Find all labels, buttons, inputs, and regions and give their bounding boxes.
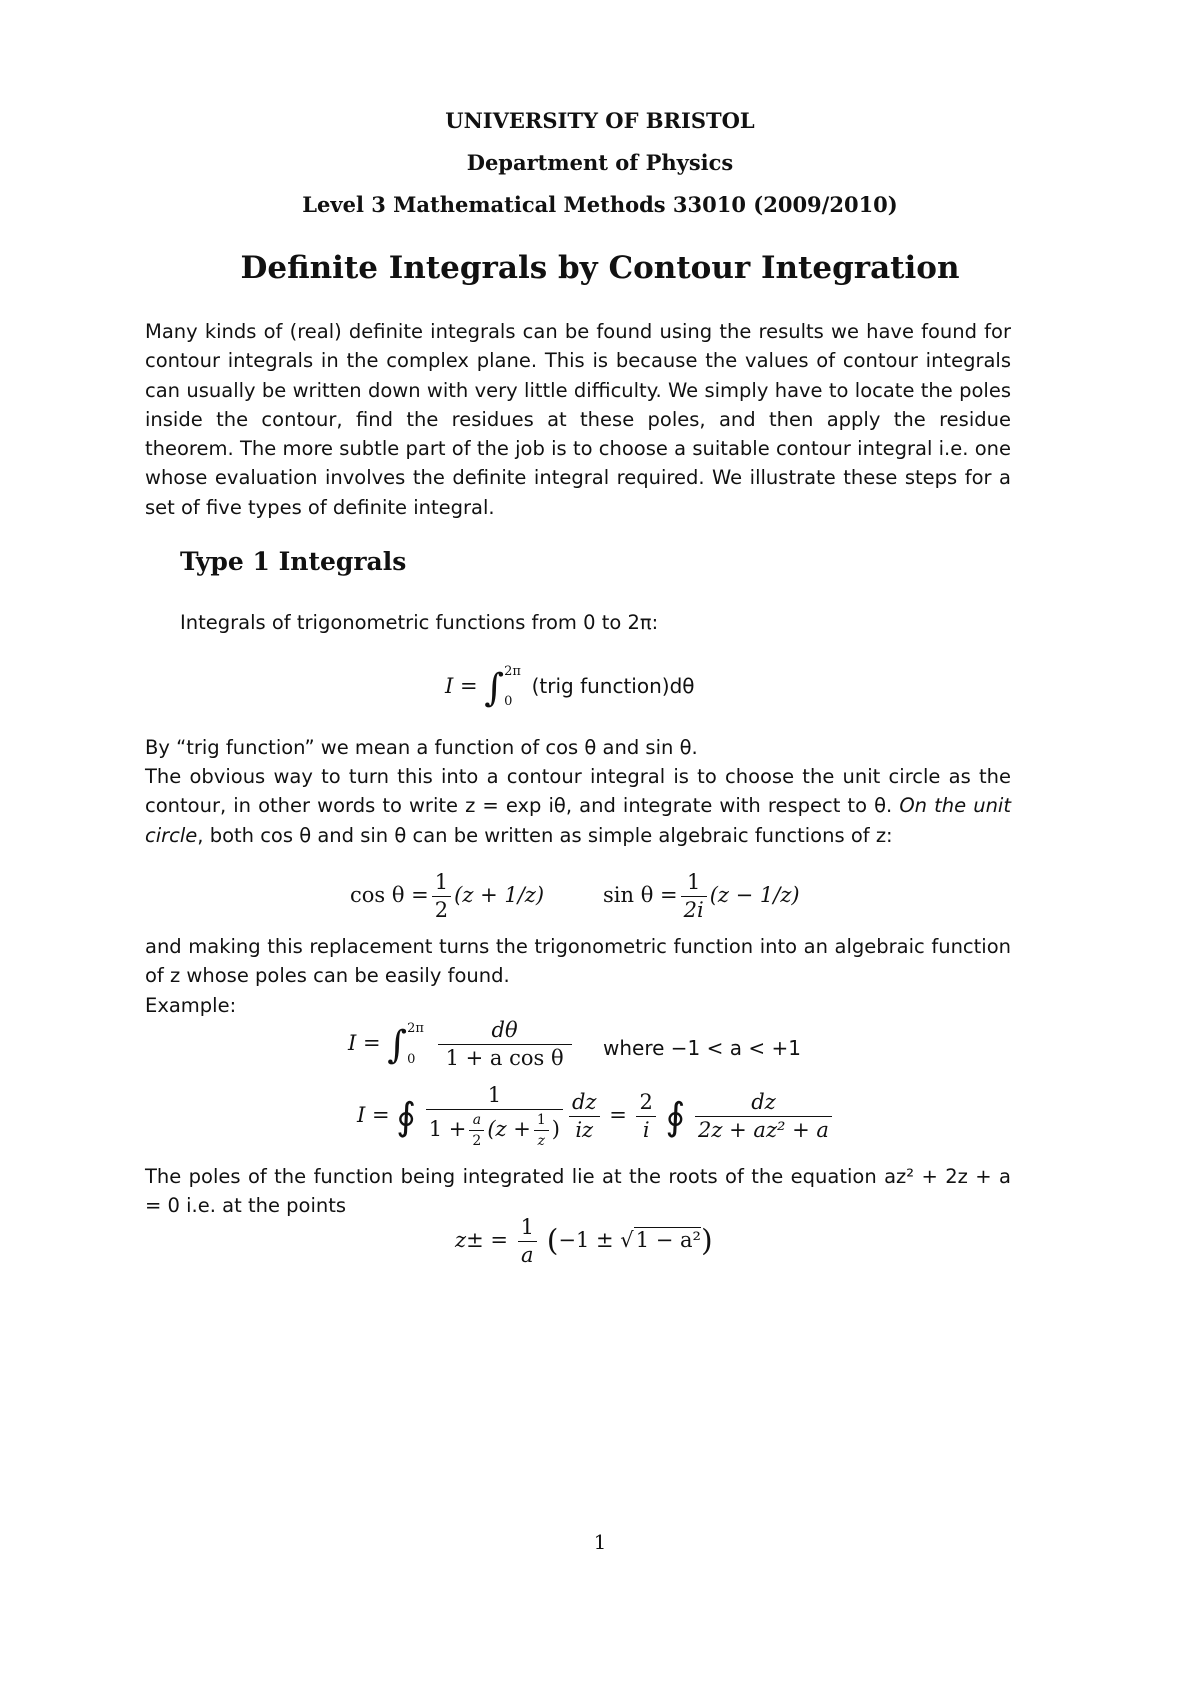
department-name: Department of Physics <box>466 150 734 175</box>
cos-fraction-den: 2 <box>432 896 451 921</box>
eq3-num: dθ <box>491 1018 518 1042</box>
section-heading-type1: Type 1 Integrals <box>180 547 407 576</box>
document-title: Definite Integrals by Contour Integration <box>240 250 960 286</box>
eq4-f4-num: dz <box>751 1090 776 1114</box>
equation-integral-definition <box>445 665 695 710</box>
eq5-open-paren: ( <box>546 1223 559 1259</box>
eq5-num: 1 <box>520 1215 534 1239</box>
eq3-lhs: I = <box>348 1031 381 1055</box>
eq4-f1-den-a: 1 + <box>428 1117 467 1141</box>
eq4-inner-a-den: 2 <box>469 1130 484 1148</box>
trig-function-definition: By “trig function” we mean a function of cos θ and sin θ. <box>145 736 698 759</box>
example-label: Example: <box>145 994 237 1017</box>
replacement-paragraph: and making this replacement turns the trigonometric function into an algebraic function of z whose poles can be easily found. <box>145 935 1011 988</box>
eq4-f1-num: 1 <box>487 1083 502 1107</box>
equation-cos-sin-substitution <box>350 872 544 921</box>
eq4-f2-num: dz <box>571 1090 597 1114</box>
unit-circle-emphasis: On the unit circle <box>145 794 1011 847</box>
eq4-fraction-3 <box>636 1092 655 1141</box>
equation-contour-form <box>357 1085 835 1148</box>
contour-integral-sign: ∮ <box>396 1094 417 1139</box>
university-name: UNIVERSITY OF BRISTOL <box>445 108 755 133</box>
eq4-equals: = <box>609 1103 627 1127</box>
page-number: 1 <box>593 1530 607 1554</box>
eq3-den: 1 + a cos θ <box>438 1044 572 1069</box>
eq3-fraction <box>438 1020 572 1069</box>
eq1-lower-limit: 0 <box>504 694 513 710</box>
eq5-inner-b: 1 − a² <box>635 1228 701 1252</box>
eq3-limits <box>407 1022 424 1067</box>
integral-sign: ∫ <box>484 665 505 710</box>
cos-fraction-num: 1 <box>434 870 449 894</box>
eq4-f2-den: iz <box>569 1116 600 1141</box>
eq4-f1-den <box>426 1109 563 1148</box>
eq4-f1-den-c: ) <box>551 1117 560 1141</box>
eq1-integrand: (trig function)dθ <box>531 673 695 698</box>
eq5-fraction <box>518 1217 537 1266</box>
unit-circle-paragraph <box>145 762 1011 850</box>
eq4-fraction-2 <box>569 1092 600 1141</box>
eq4-fraction-1 <box>426 1085 563 1148</box>
unit-circle-text-c: , both cos θ and sin θ can be written as simple algebraic functions of z: <box>197 823 893 847</box>
eq3-condition: where −1 < a < +1 <box>603 1036 801 1060</box>
eq5-inner-a: −1 ± √ <box>558 1228 634 1252</box>
unit-circle-text-a: The obvious way to turn this into a contour integral is to choose the unit circle as the contour, in other words to write z = exp iθ, and integrate with respect to θ. <box>145 765 1011 818</box>
eq4-inner-frac-z <box>534 1113 549 1148</box>
cos-lhs: cos θ = <box>350 883 429 907</box>
eq4-inner-z-den: z <box>534 1130 549 1148</box>
eq1-limits <box>504 665 521 710</box>
integral-sign: ∫ <box>387 1022 408 1067</box>
sin-fraction <box>681 872 707 921</box>
cos-rest: (z + 1/z) <box>454 883 545 907</box>
intro-paragraph: Many kinds of (real) definite integrals can be found using the results we have found for contour integrals in the complex plane. This is because the values of contour integrals can usually be written down with very little difficulty. We simply have to locate the poles inside the contour, find the residues at these poles, and then apply the residue theorem. The more subtle part of the job is to choose a suitable contour integral i.e. one whose evaluation involves the definite integral required. We illustrate these steps for a set of five types of definite integral. <box>145 320 1011 519</box>
contour-integral-sign-2: ∮ <box>665 1094 686 1139</box>
section1-lead: Integrals of trigonometric functions from 0 to 2π: <box>180 611 659 634</box>
eq4-inner-z-num: 1 <box>536 1112 546 1128</box>
cos-fraction <box>432 872 451 921</box>
eq4-f3-den: i <box>636 1116 655 1141</box>
eq4-f4-den: 2z + az² + a <box>695 1116 832 1141</box>
eq4-inner-frac-a <box>469 1113 484 1148</box>
equation-pole-locations <box>455 1217 713 1266</box>
course-title: Level 3 Mathematical Methods 33010 (2009/2010) <box>302 192 898 217</box>
eq5-close-paren: ) <box>700 1223 713 1259</box>
eq5-den: a <box>518 1241 537 1266</box>
eq1-upper-limit: 2π <box>504 664 521 679</box>
sin-fraction-num: 1 <box>686 870 701 894</box>
equation-sin-substitution <box>603 872 800 921</box>
eq4-inner-a-num: a <box>472 1112 482 1128</box>
eq4-fraction-4 <box>695 1092 832 1141</box>
eq3-upper-limit: 2π <box>407 1021 424 1037</box>
eq3-lower-limit: 0 <box>407 1051 416 1067</box>
eq5-lhs: z± = <box>455 1228 508 1252</box>
eq4-f3-num: 2 <box>639 1090 653 1114</box>
eq4-f1-den-b: (z + <box>487 1117 531 1141</box>
sin-lhs: sin θ = <box>603 883 678 907</box>
eq1-lhs: I = <box>445 673 478 698</box>
sin-rest: (z − 1/z) <box>709 883 800 907</box>
poles-paragraph: The poles of the function being integrated lie at the roots of the equation az² + 2z + a = 0 i.e. at the points <box>145 1165 1011 1218</box>
eq4-lhs: I = <box>357 1103 390 1127</box>
sin-fraction-den: 2i <box>681 896 707 921</box>
equation-example-integral <box>348 1020 575 1069</box>
